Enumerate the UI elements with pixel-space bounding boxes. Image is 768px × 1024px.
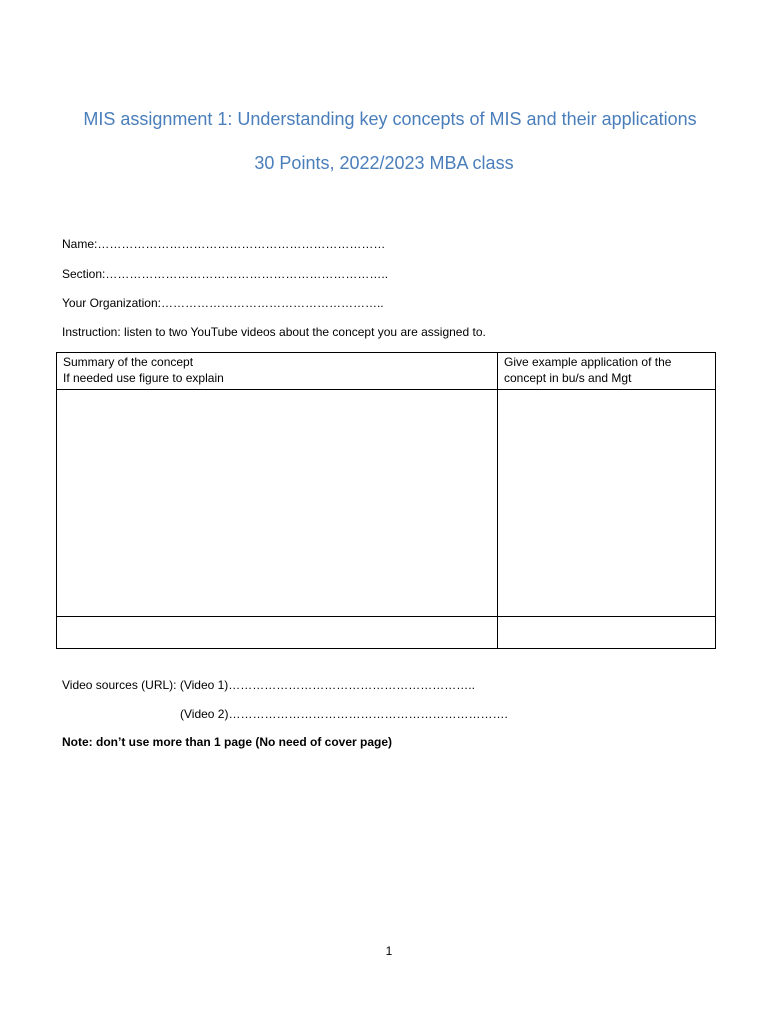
summary-answer-cell[interactable]	[57, 390, 498, 617]
summary-header-cell	[57, 353, 498, 390]
assignment-subtitle: 30 Points, 2022/2023 MBA class	[254, 153, 514, 173]
page-limit-note: Note: don’t use more than 1 page (No need of cover page)	[62, 735, 393, 749]
organization-field: Your Organization:………………………………………………..	[62, 296, 384, 310]
application-header-line1: Give example application of the	[504, 355, 672, 369]
video2-source-field: (Video 2)…………………………………………………………….	[180, 707, 508, 721]
application-header-cell	[498, 353, 716, 390]
application-answer-cell[interactable]	[498, 390, 716, 617]
summary-extra-cell[interactable]	[57, 617, 498, 649]
summary-header-line2: If needed use figure to explain	[63, 371, 224, 385]
name-field: Name:………………………………………………………………	[62, 237, 386, 251]
section-field: Section:……………………………………………………………..	[62, 267, 389, 281]
page-number: 1	[385, 944, 393, 958]
application-header-line2: concept in bu/s and Mgt	[504, 371, 632, 385]
application-extra-cell[interactable]	[498, 617, 716, 649]
instruction-text: Instruction: listen to two YouTube videos about the concept you are assigned to.	[62, 325, 486, 339]
table-footer-row	[57, 617, 716, 649]
summary-header-line1: Summary of the concept	[63, 355, 194, 369]
video1-source-field: Video sources (URL): (Video 1)……………………………………………………..	[62, 678, 475, 692]
assignment-title: MIS assignment 1: Understanding key concepts of MIS and their applications	[83, 109, 697, 129]
table-header-row	[57, 353, 716, 390]
concept-table	[56, 352, 716, 649]
table-body-row	[57, 390, 716, 617]
